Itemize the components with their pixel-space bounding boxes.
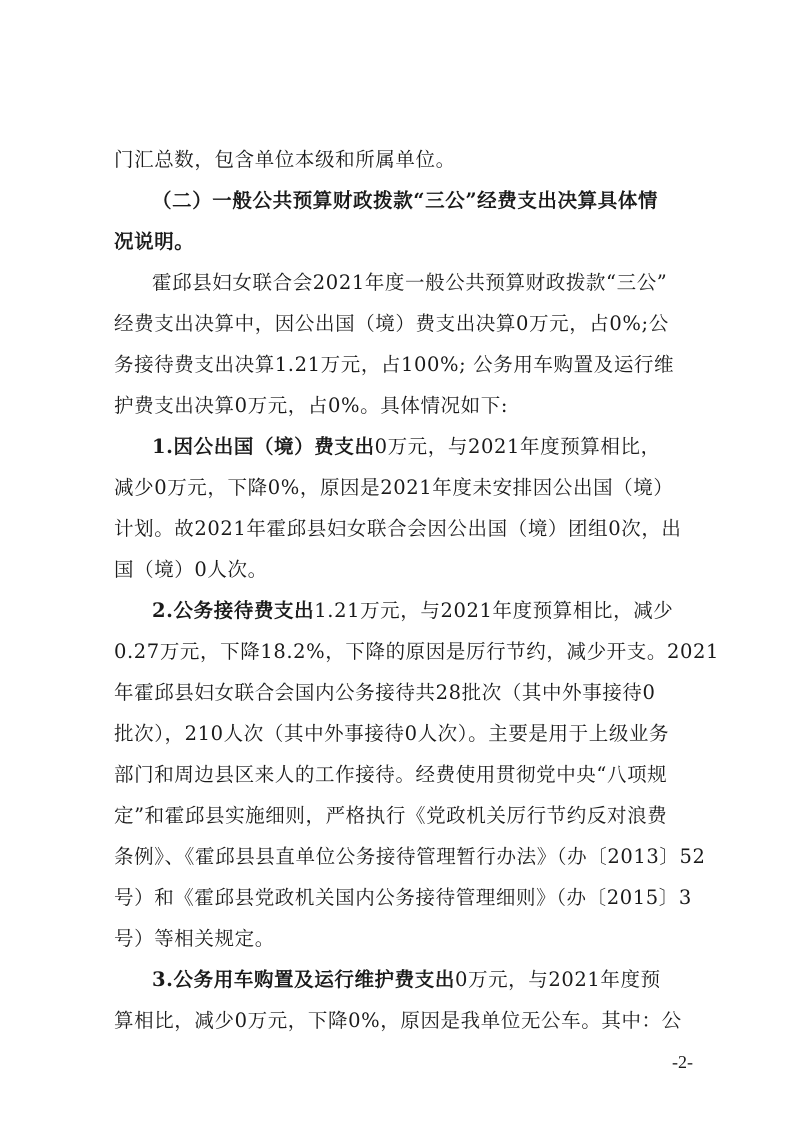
paragraph-line: 经费支出决算中，因公出国（境）费支出决算0万元，占0%;公 — [114, 312, 669, 335]
item-lead: 3.公务用车购置及运行维护费支出 — [152, 968, 455, 991]
paragraph-line: 国（境）0人次。 — [114, 558, 268, 581]
item-lead: 2.公务接待费支出 — [152, 599, 315, 622]
paragraph-line: 批次），210人次（其中外事接待0人次）。主要是用于上级业务 — [114, 722, 670, 745]
paragraph-line: 务接待费支出决算1.21万元，占100%; 公务用车购置及运行维 — [114, 353, 675, 376]
paragraph-line: 3.公务用车购置及运行维护费支出0万元，与2021年度预 — [152, 968, 661, 991]
paragraph-line: 条例》、《霍邱县县直单位公务接待管理暂行办法》（办〔2013〕52 — [114, 845, 706, 868]
page-number: -2- — [672, 1052, 693, 1072]
paragraph-line: 门汇总数，包含单位本级和所属单位。 — [114, 148, 456, 171]
paragraph-line: 算相比，减少0万元，下降0%，原因是我单位无公车。其中：公 — [114, 1009, 682, 1032]
item-lead: 1.因公出国（境）费支出 — [152, 435, 375, 458]
paragraph-line: 年霍邱县妇女联合会国内公务接待共28批次（其中外事接待0 — [114, 681, 656, 704]
paragraph-line: 部门和周边县区来人的工作接待。经费使用贯彻党中央“八项规 — [114, 763, 668, 786]
paragraph-line: 2.公务接待费支出1.21万元，与2021年度预算相比，减少 — [152, 599, 674, 622]
paragraph-line: 号）和《霍邱县党政机关国内公务接待管理细则》（办〔2015〕3 — [114, 886, 692, 909]
paragraph-line: 减少0万元，下降0%，原因是2021年度未安排因公出国（境） — [114, 476, 674, 499]
paragraph-line: 霍邱县妇女联合会2021年度一般公共预算财政拨款“三公” — [152, 271, 668, 294]
paragraph-line: 定”和霍邱县实施细则，严格执行《党政机关厉行节约反对浪费 — [114, 804, 668, 827]
paragraph-line: 1.因公出国（境）费支出0万元，与2021年度预算相比， — [152, 435, 661, 458]
paragraph-line: 0.27万元，下降18.2%，下降的原因是厉行节约，减少开支。2021 — [114, 640, 719, 663]
section-heading: （二）一般公共预算财政拨款“三公”经费支出决算具体情 — [152, 189, 659, 212]
paragraph-line: 号）等相关规定。 — [114, 927, 275, 950]
section-heading: 况说明。 — [114, 230, 195, 253]
paragraph-line: 护费支出决算0万元，占0%。具体情况如下: — [114, 394, 509, 417]
paragraph-line: 计划。故2021年霍邱县妇女联合会因公出国（境）团组0次，出 — [114, 517, 682, 540]
